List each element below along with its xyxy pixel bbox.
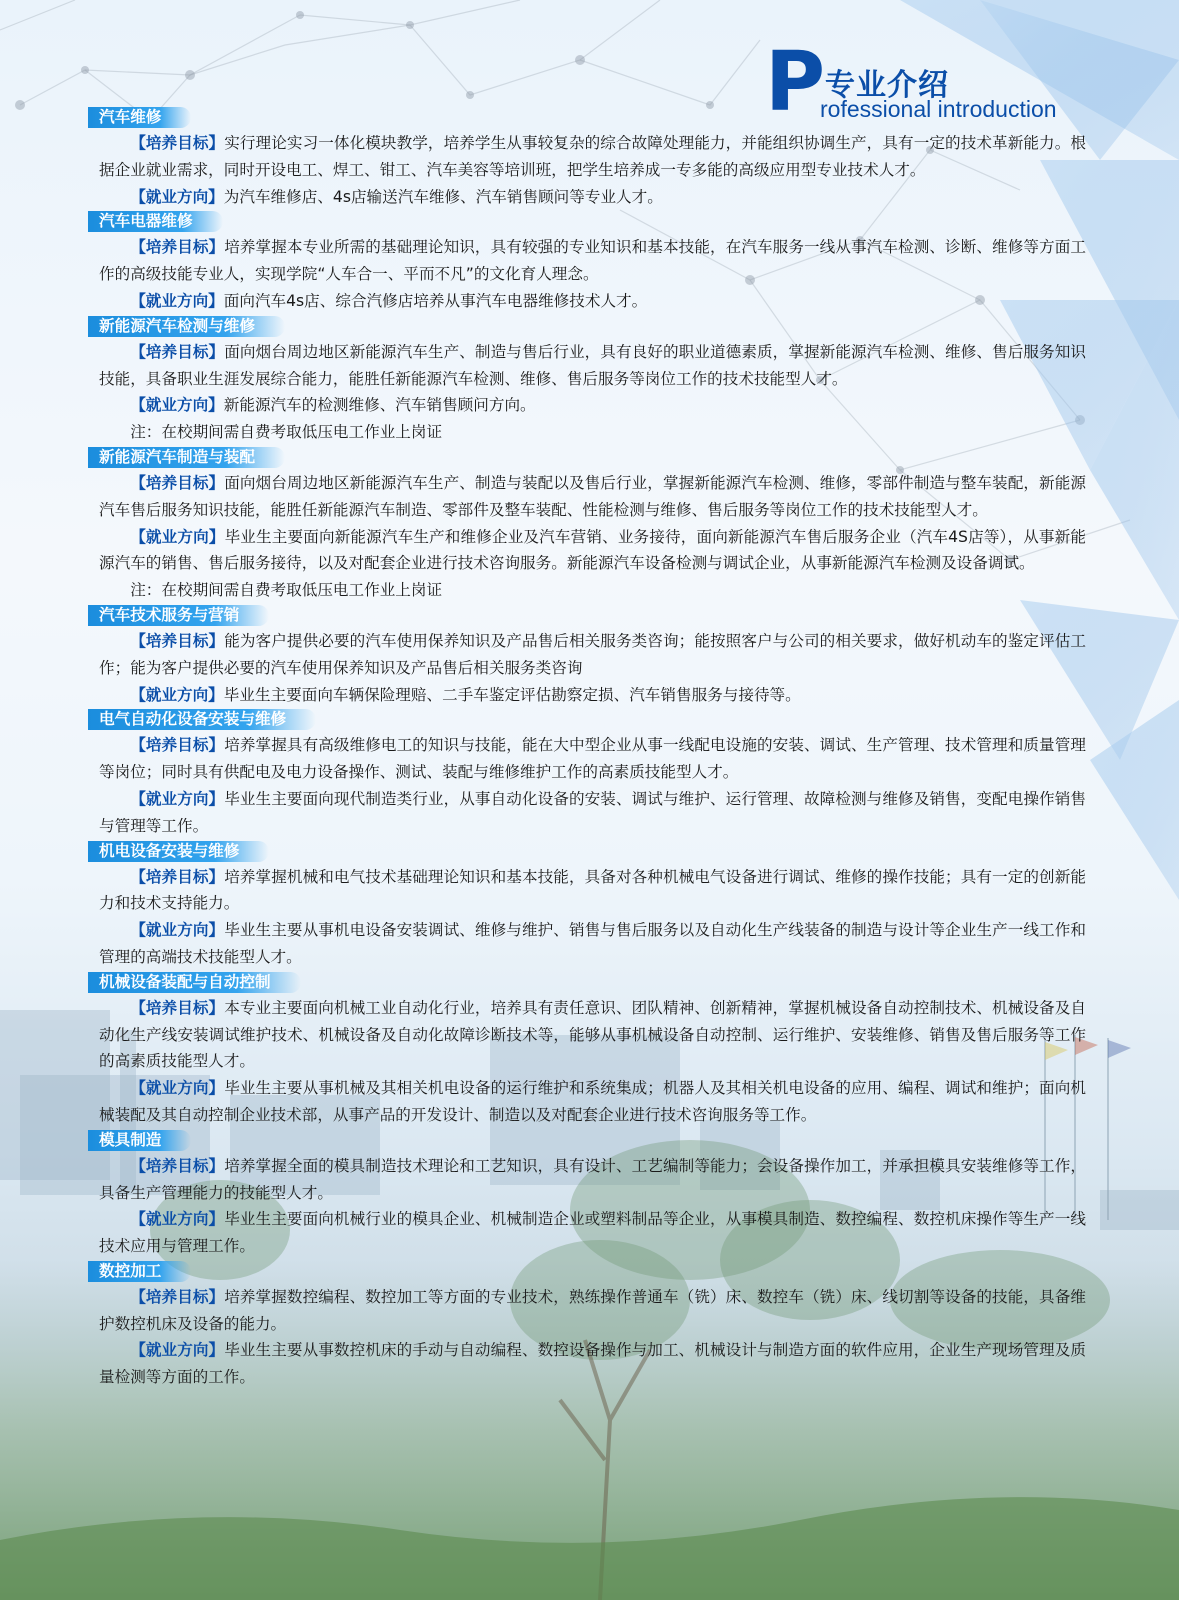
section-title: 机械设备装配与自动控制 [88,972,301,993]
training-goal-label: 【培养目标】 [130,867,225,886]
employment-direction [99,917,1086,971]
employment-direction-label: 【就业方向】 [130,685,224,704]
section-title: 模具制造 [88,1130,191,1151]
training-goal [99,864,1086,918]
major-section [99,1130,1086,1260]
employment-direction-text: 毕业生主要面向现代制造类行业，从事自动化设备的安装、调试与维护、运行管理、故障检测与维修及销售，变配电操作销售与管理等工作。 [99,789,1086,835]
section-note: 注：在校期间需自费考取低压电工作业上岗证 [130,423,443,442]
training-goal-text: 实行理论实习一体化模块教学，培养学生从事较复杂的综合故障处理能力，并能组织协调生产，具有一定的技术革新能力。根据企业就业需求，同时开设电工、焊工、钳工、汽车美容等培训班，把学生培养成一专多能的高级应用型专业技术人才。 [99,134,1086,179]
training-goal-text: 培养掌握具有高级维修电工的知识与技能，能在大中型企业从事一线配电设施的安装、调试、生产管理、技术管理和质量管理等岗位；同时具有供配电及电力设备操作、测试、装配与维修维护工作的高素质技能型人才。 [99,736,1086,782]
section-title: 数控加工 [88,1261,191,1282]
employment-direction [99,184,1086,211]
section-title: 汽车技术服务与营销 [88,605,269,626]
employment-direction-label: 【就业方向】 [130,921,225,940]
employment-direction-text: 毕业生主要从事机电设备安装调试、维修与维护、销售与售后服务以及自动化生产线装备的制造与设计等企业生产一线工作和管理的高端技术技能型人才。 [99,921,1086,966]
training-goal [99,732,1086,786]
employment-direction-label: 【就业方向】 [130,291,224,310]
training-goal-label: 【培养目标】 [130,238,225,257]
employment-direction-text: 毕业生主要面向车辆保险理赔、二手车鉴定评估勘察定损、汽车销售服务与接待等。 [223,685,801,704]
training-goal-label: 【培养目标】 [130,342,225,361]
training-goal-label: 【培养目标】 [130,1156,225,1175]
training-goal [99,628,1086,682]
employment-direction-label: 【就业方向】 [130,1210,225,1229]
major-section [99,211,1086,314]
training-goal-text: 培养掌握全面的模具制造技术理论和工艺知识，具有设计、工艺编制等能力；会设备操作加工，并承担模具安装维修等工作，具备生产管理能力的技能型人才。 [99,1156,1086,1202]
page-subtitle: rofessional introduction [820,96,1057,122]
major-section [99,841,1086,971]
training-goal-text: 培养掌握机械和电气技术基础理论知识和基本技能，具备对各种机械电气设备进行调试、维修的操作技能；具有一定的创新能力和技术支持能力。 [99,867,1086,913]
training-goal [99,1153,1086,1207]
major-list [99,106,1086,1391]
training-goal-text: 面向烟台周边地区新能源汽车生产、制造与装配以及售后行业，掌握新能源汽车检测、维修，零部件制造与整车装配，新能源汽车售后服务知识技能，能胜任新能源汽车制造、零部件及整车装配、性能检测与维修、售后服务等岗位工作的技术技能型人才。 [99,473,1086,519]
employment-direction-text: 新能源汽车的检测维修、汽车销售顾问方向。 [223,396,536,415]
training-goal-text: 能为客户提供必要的汽车使用保养知识及产品售后相关服务类咨询；能按照客户与公司的相关要求，做好机动车的鉴定评估工作；能为客户提供必要的汽车使用保养知识及产品售后相关服务类咨询 [99,631,1086,677]
employment-direction [99,786,1086,840]
section-title: 新能源汽车制造与装配 [88,447,285,468]
employment-direction [99,1337,1086,1391]
major-section [99,447,1086,604]
training-goal [99,995,1086,1075]
major-section [99,316,1086,446]
training-goal [99,130,1086,184]
training-goal-label: 【培养目标】 [130,473,225,492]
employment-direction-label: 【就业方向】 [130,1079,225,1098]
employment-direction-label: 【就业方向】 [130,396,224,415]
employment-direction [99,524,1086,578]
employment-direction [99,392,1086,419]
employment-direction [99,1075,1086,1129]
employment-direction-text: 为汽车维修店、4s店输送汽车维修、汽车销售顾问等专业人才。 [223,187,663,206]
major-section [99,1261,1086,1391]
section-title: 机电设备安装与维修 [88,841,269,862]
employment-direction [99,1206,1086,1260]
employment-direction-label: 【就业方向】 [130,187,224,206]
employment-direction-label: 【就业方向】 [130,789,225,808]
training-goal-text: 培养掌握本专业所需的基础理论知识，具有较强的专业知识和基本技能，在汽车服务一线从事汽车检测、诊断、维修等方面工作的高级技能专业人，实现学院“人车合一、平而不凡”的文化育人理念。 [99,238,1086,284]
section-title: 汽车电器维修 [88,211,223,232]
major-section [99,605,1086,708]
employment-direction-label: 【就业方向】 [130,527,225,546]
training-goal-label: 【培养目标】 [130,631,225,650]
employment-direction-label: 【就业方向】 [130,1341,225,1360]
major-section [99,972,1086,1129]
training-goal-text: 面向烟台周边地区新能源汽车生产、制造与售后行业，具有良好的职业道德素质，掌握新能源汽车检测、维修、售后服务知识技能，具备职业生涯发展综合能力，能胜任新能源汽车检测、维修、售后服务等岗位工作的技术技能型人才。 [99,342,1086,388]
major-section [99,709,1086,839]
major-section [99,107,1086,210]
employment-direction-text: 毕业生主要面向机械行业的模具企业、机械制造企业或塑料制品等企业，从事模具制造、数控编程、数控机床操作等生产一线技术应用与管理工作。 [99,1210,1086,1256]
section-title: 新能源汽车检测与维修 [88,316,285,337]
header-logo-letter: P [765,35,826,130]
employment-direction [99,682,1086,709]
employment-direction-text: 毕业生主要面向新能源汽车生产和维修企业及汽车营销、业务接待，面向新能源汽车售后服务企业（汽车4S店等），从事新能源汽车的销售、售后服务接待，以及对配套企业进行技术咨询服务。新能源汽车设备检测与调试企业，从事新能源汽车检测及设备调试。 [99,527,1086,573]
training-goal-label: 【培养目标】 [130,736,225,755]
training-goal-text: 培养掌握数控编程、数控加工等方面的专业技术，熟练操作普通车（铣）床、数控车（铣）床、线切割等设备的技能，具备维护数控机床及设备的能力。 [99,1287,1086,1333]
training-goal [99,234,1086,288]
employment-direction-text: 毕业生主要从事机械及其相关机电设备的运行维护和系统集成；机器人及其相关机电设备的应用、编程、调试和维护；面向机械装配及其自动控制企业技术部，从事产品的开发设计、制造以及对配套企业进行技术咨询服务等工作。 [99,1079,1086,1124]
training-goal-label: 【培养目标】 [130,998,225,1017]
training-goal [99,1284,1086,1338]
section-title: 电气自动化设备安装与维修 [88,709,316,730]
page-title: 专业介绍 [825,68,949,103]
section-title: 汽车维修 [88,107,191,128]
employment-direction-text: 毕业生主要从事数控机床的手动与自动编程、数控设备操作与加工、机械设计与制造方面的软件应用，企业生产现场管理及质量检测等方面的工作。 [99,1341,1086,1387]
employment-direction [99,288,1086,315]
training-goal-text: 本专业主要面向机械工业自动化行业，培养具有责任意识、团队精神、创新精神，掌握机械设备自动控制技术、机械设备及自动化生产线安装调试维护技术、机械设备及自动化故障诊断技术等，能够从事机械设备自动控制、运行维护、安装维修、销售及售后服务等工作的高素质技能型人才。 [99,998,1086,1071]
section-note: 注：在校期间需自费考取低压电工作业上岗证 [130,581,443,600]
training-goal-label: 【培养目标】 [130,134,225,152]
training-goal [99,339,1086,393]
training-goal-label: 【培养目标】 [130,1287,225,1306]
training-goal [99,470,1086,524]
employment-direction-text: 面向汽车4s店、综合汽修店培养从事汽车电器维修技术人才。 [223,291,648,310]
